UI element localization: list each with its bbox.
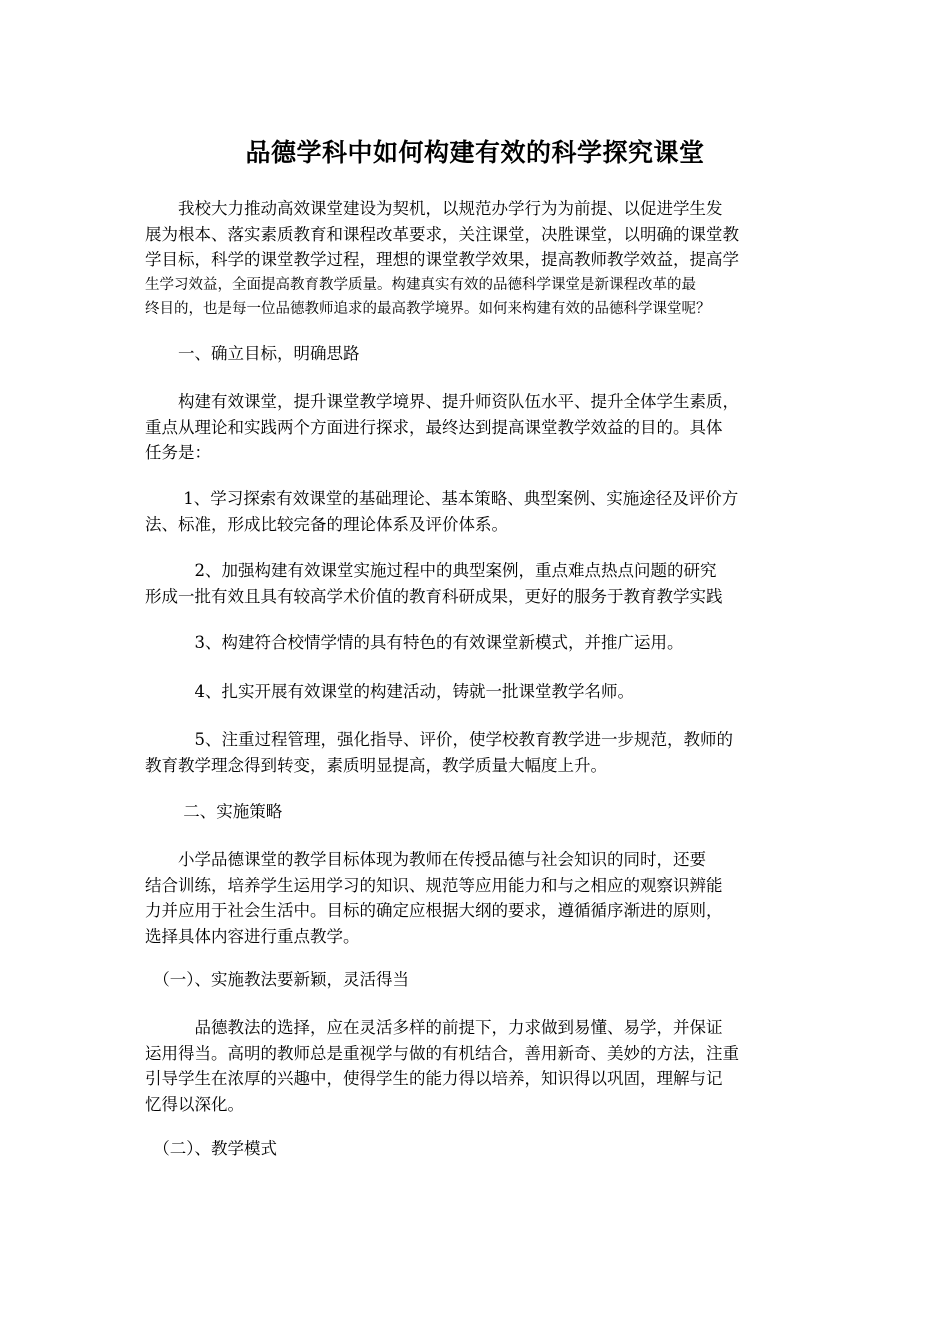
subsection1-heading: （一）、实施教法要新颖，灵活得当	[145, 970, 409, 989]
paragraph-line: 小学品德课堂的教学目标体现为教师在传授品德与社会知识的同时，还要	[145, 850, 706, 869]
intro-line: 终目的，也是每一位品德教师追求的最高教学境界。如何来构建有效的品德科学课堂呢？	[145, 300, 711, 317]
paragraph-line: 任务是：	[145, 443, 211, 462]
intro-line: 我校大力推动高效课堂建设为契机，以规范办学行为为前提、以促进学生发	[145, 199, 723, 218]
paragraph-line: 2、加强构建有效课堂实施过程中的典型案例，重点难点热点问题的研究	[145, 561, 717, 580]
paragraph-line: 结合训练，培养学生运用学习的知识、规范等应用能力和与之相应的观察识辨能	[145, 875, 723, 895]
task-item-5	[145, 727, 815, 778]
task-item-3: 3、构建符合校情学情的具有特色的有效课堂新模式，并推广运用。	[145, 633, 684, 652]
section1-heading: 一、确立目标，明确思路	[145, 344, 360, 363]
section2-paragraph	[145, 847, 815, 949]
subsection2-heading: （二）、教学模式	[145, 1139, 277, 1158]
task-item-1	[145, 486, 815, 537]
paragraph-line: 1、学习探索有效课堂的基础理论、基本策略、典型案例、实施途径及评价方	[145, 489, 739, 508]
paragraph-line: 品德教法的选择，应在灵活多样的前提下，力求做到易懂、易学，并保证	[145, 1018, 723, 1037]
paragraph-line: 力并应用于社会生活中。目标的确定应根据大纲的要求，遵循循序渐进的原则，	[145, 901, 723, 920]
paragraph-line: 形成一批有效且具有较高学术价值的教育科研成果，更好的服务于教育教学实践	[145, 586, 723, 606]
section1-paragraph	[145, 389, 815, 466]
paragraph-line: 法、标准，形成比较完备的理论体系及评价体系。	[145, 514, 508, 534]
intro-line: 生学习效益，全面提高教育教学质量。构建真实有效的品德科学课堂是新课程改革的最	[145, 276, 696, 293]
document-title: 品德学科中如何构建有效的科学探究课堂	[245, 138, 705, 167]
section2-heading: 二、实施策略	[145, 802, 283, 821]
intro-paragraph	[145, 196, 815, 321]
task-item-2	[145, 558, 815, 609]
paragraph-line: 引导学生在浓厚的兴趣中，使得学生的能力得以培养，知识得以巩固，理解与记	[145, 1069, 723, 1088]
paragraph-line: 教育教学理念得到转变，素质明显提高，教学质量大幅度上升。	[145, 755, 607, 775]
paragraph-line: 忆得以深化。	[145, 1094, 244, 1114]
subsection1-paragraph	[145, 1015, 815, 1117]
paragraph-line: 5、注重过程管理，强化指导、评价，使学校教育教学进一步规范，教师的	[145, 730, 733, 749]
intro-line: 展为根本、落实素质教育和课程改革要求，关注课堂，决胜课堂，以明确的课堂教	[145, 224, 739, 244]
paragraph-line: 构建有效课堂，提升课堂教学境界、提升师资队伍水平、提升全体学生素质，	[145, 392, 739, 411]
task-item-4: 4、扎实开展有效课堂的构建活动，铸就一批课堂教学名师。	[145, 682, 634, 701]
paragraph-line: 重点从理论和实践两个方面进行探求，最终达到提高课堂教学效益的目的。具体	[145, 417, 723, 437]
paragraph-line: 运用得当。高明的教师总是重视学与做的有机结合，善用新奇、美妙的方法，注重	[145, 1043, 739, 1063]
intro-line: 学目标，科学的课堂教学过程，理想的课堂教学效果，提高教师教学效益，提高学	[145, 250, 739, 269]
paragraph-line: 选择具体内容进行重点教学。	[145, 926, 360, 946]
